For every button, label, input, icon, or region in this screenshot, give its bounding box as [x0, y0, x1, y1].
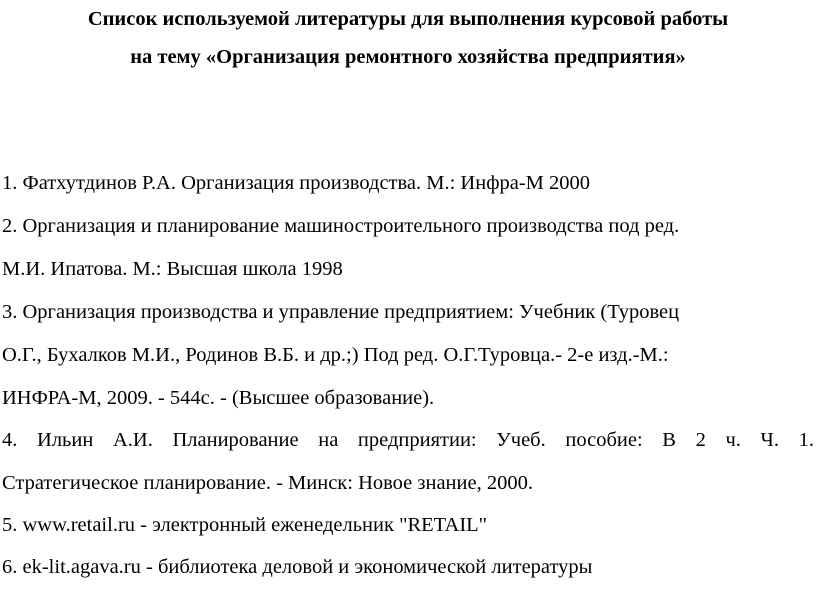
reference-line: М.И. Ипатова. М.: Высшая школа 1998	[2, 258, 343, 280]
reference-line: 6. ek-lit.agava.ru - библиотека деловой и экономической литературы	[2, 556, 593, 578]
document-title-line-2: на тему «Организация ремонтного хозяйства предприятия»	[130, 46, 686, 68]
reference-line: 5. www.retail.ru - электронный еженедельник "RETAIL"	[2, 514, 488, 536]
reference-line: 1. Фатхутдинов Р.А. Организация производства. М.: Инфра-М 2000	[2, 172, 591, 194]
reference-line: ИНФРА-М, 2009. - 544с. - (Высшее образование).	[2, 387, 435, 409]
reference-line: 2. Организация и планирование машиностроительного производства под ред.	[2, 215, 680, 237]
reference-line: 3. Организация производства и управление предприятием: Учебник (Туровец	[2, 301, 680, 323]
reference-line: Стратегическое планирование. - Минск: Новое знание, 2000.	[2, 472, 533, 494]
reference-line: О.Г., Бухалков М.И., Родинов В.Б. и др.;) Под ред. О.Г.Туровца.- 2-е изд.-М.:	[2, 344, 669, 366]
reference-line: 4. Ильин А.И. Планирование на предприятии: Учеб. пособие: В 2 ч. Ч. 1.	[2, 429, 814, 451]
document-title-line-1: Список используемой литературы для выполнения курсовой работы	[87, 8, 729, 30]
